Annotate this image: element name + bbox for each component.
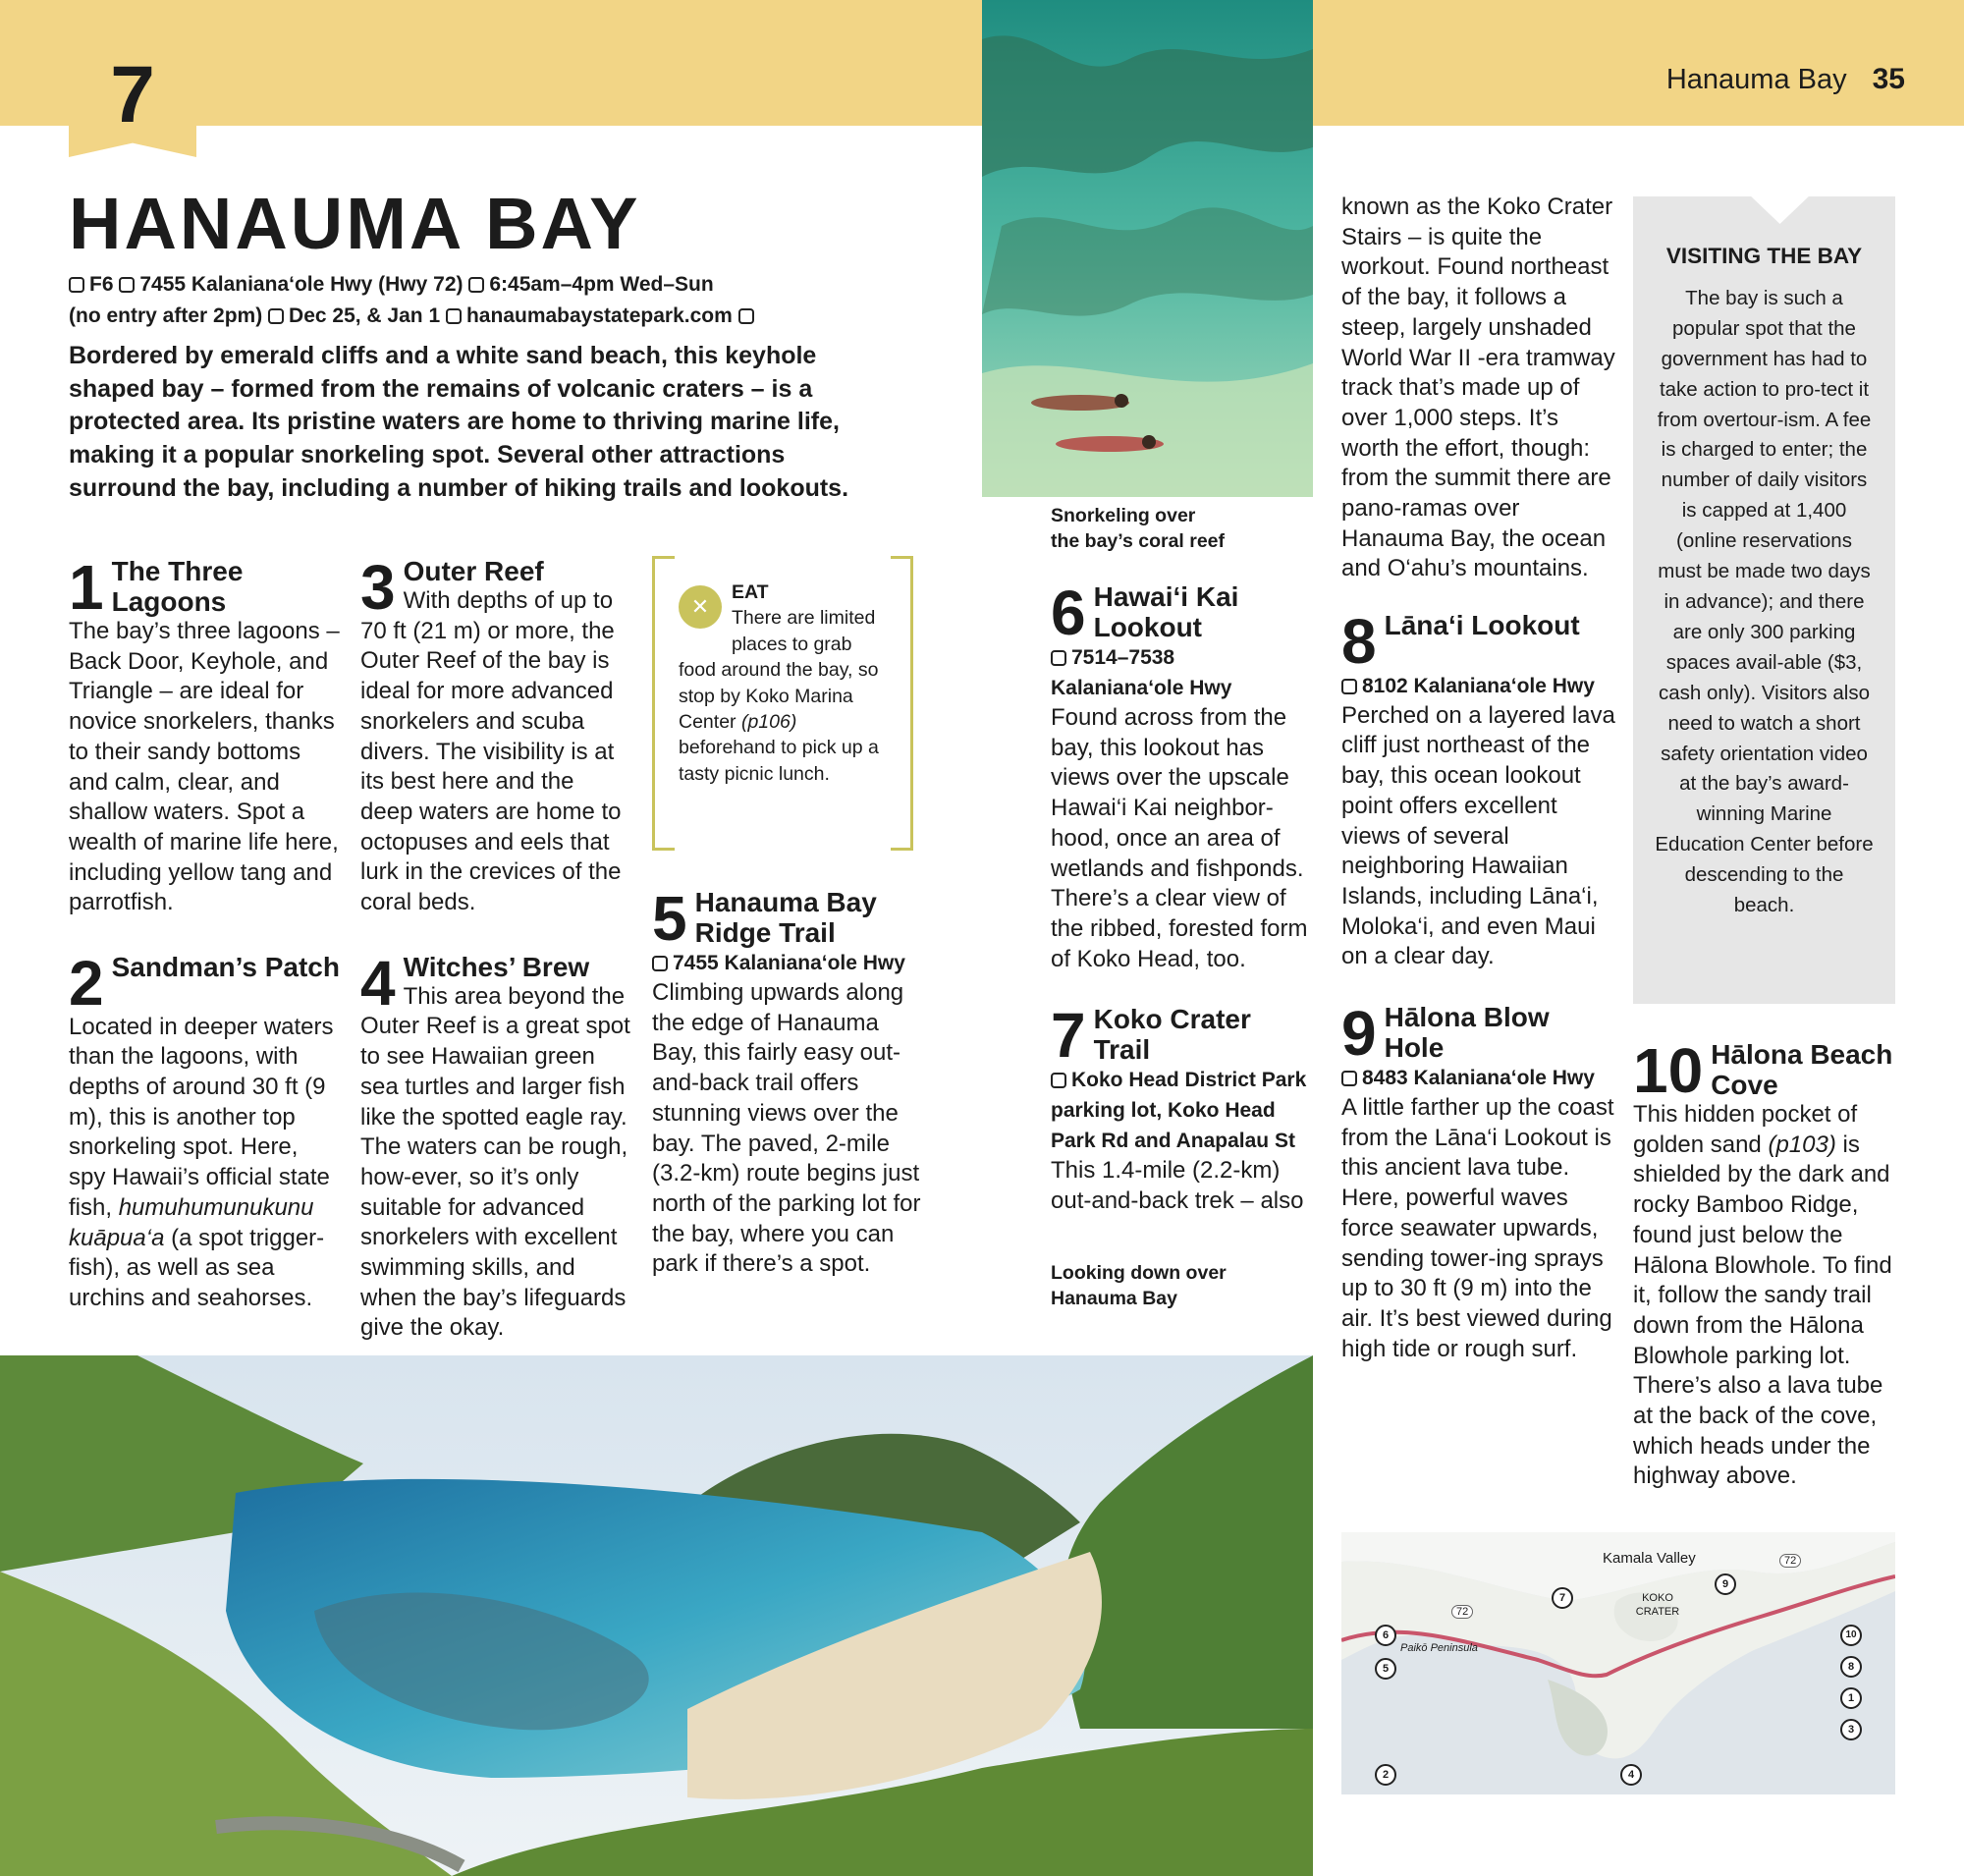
item-body-text: (a spot trigger-fish), as well as sea urchins and seahorses. xyxy=(69,1224,325,1311)
item-address xyxy=(1341,1063,1616,1093)
item-address-text: Koko Head District Park parking lot, Koko Head Park Rd and Anapalau St xyxy=(1051,1069,1307,1153)
area-map-art xyxy=(1341,1532,1895,1794)
sidebar-text: The bay is such a popular spot that the government has had to take action to pro-tect it from overtour-ism. A fee is charged to enter; the number of daily visitors is capped at 1,400 (online reservations must be made two days in advance); and there are only 300 parking spaces avail-able ($3, cash only). Visitors also need to watch a short safety orientation video at the bay’s award-winning Marine Education Center before descending to the beach. xyxy=(1655,286,1874,917)
address-icon xyxy=(1341,679,1357,694)
address-icon xyxy=(1051,650,1066,666)
page-title: HANAUMA BAY xyxy=(69,183,641,264)
highway-shield-icon: 72 xyxy=(1451,1605,1473,1619)
caption-top: Snorkeling over the bay’s coral reef xyxy=(1051,505,1226,552)
eat-page-ref: (p106) xyxy=(740,711,797,734)
running-header xyxy=(1666,63,1905,96)
item-body: Found across from the bay, this lookout has views over the upscale Hawai‘i Kai neighbor-hood, once an area of wetlands and fishponds. There’s a clear view of the ribbed, forested form of Koko Head, too. xyxy=(1051,704,1308,972)
column-4 xyxy=(1051,578,1312,1217)
map-marker-9[interactable]: 9 xyxy=(1715,1573,1736,1595)
item-address xyxy=(1051,642,1312,703)
map-marker-8[interactable]: 8 xyxy=(1840,1656,1862,1678)
list-item xyxy=(360,552,631,918)
column-3 xyxy=(652,883,923,1280)
clock-icon xyxy=(468,277,484,293)
highway-shield-icon: 72 xyxy=(1779,1554,1801,1568)
item-body: Perched on a layered lava cliff just northeast of the bay, this ocean lookout point offers excellent views of several neighboring Hawaiian Islands, including Lāna‘i, Moloka‘i, and even Maui on a clear day. xyxy=(1341,701,1615,970)
address-icon xyxy=(1051,1073,1066,1088)
eat-box xyxy=(652,556,913,851)
list-item xyxy=(1341,606,1616,972)
grid-ref: F6 xyxy=(89,273,114,296)
closed-days: Dec 25, & Jan 1 xyxy=(289,304,441,327)
map-marker-2[interactable]: 2 xyxy=(1375,1764,1396,1786)
item-number: 8 xyxy=(1341,606,1377,678)
bay-panorama-photo xyxy=(0,1355,1313,1876)
item-number: 1 xyxy=(69,552,104,623)
eat-box-corner xyxy=(891,848,910,851)
list-item xyxy=(1051,578,1312,974)
running-title: Hanauma Bay xyxy=(1665,64,1847,95)
column-5 xyxy=(1341,193,1616,1364)
item-number: 2 xyxy=(69,948,104,1020)
visiting-sidebar xyxy=(1633,196,1895,1004)
item-address-text: 8483 Kalaniana‘ole Hwy xyxy=(1362,1067,1595,1090)
website-link[interactable]: hanaumabaystatepark.com xyxy=(465,304,733,327)
column-6 xyxy=(1633,1035,1900,1492)
eat-heading: EAT xyxy=(732,581,769,603)
item-title: Lāna‘i Lookout xyxy=(1384,610,1580,641)
sidebar-heading: VISITING THE BAY xyxy=(1665,244,1863,268)
address-icon xyxy=(652,956,668,971)
item-title: Sandman’s Patch xyxy=(111,952,340,983)
eat-box-corner xyxy=(891,556,910,559)
column-2 xyxy=(360,552,631,1344)
item-address-text: 7455 Kalaniana‘ole Hwy xyxy=(673,952,905,974)
item-number: 3 xyxy=(360,552,396,623)
map-marker-5[interactable]: 5 xyxy=(1375,1658,1396,1680)
list-item xyxy=(69,552,340,918)
map-marker-10[interactable]: 10 xyxy=(1840,1625,1862,1646)
map-marker-6[interactable]: 6 xyxy=(1375,1625,1396,1646)
list-item xyxy=(1051,1000,1312,1216)
item-title: Hālona Blow Hole xyxy=(1384,1002,1550,1064)
item-number: 9 xyxy=(1341,998,1377,1070)
list-item xyxy=(69,948,340,1314)
web-icon xyxy=(446,308,462,324)
item-body: This area beyond the Outer Reef is a great spot to see Hawaiian green sea turtles and larger fish like the spotted eagle ray. The waters can be rough, how-ever, so it’s only suitable for advanced snorkelers with excellent swimming skills, and when the bay’s lifeguards give the okay. xyxy=(360,982,630,1342)
map-marker-1[interactable]: 1 xyxy=(1840,1687,1862,1709)
item-title: The Three Lagoons xyxy=(111,556,244,617)
address: 7455 Kalaniana‘ole Hwy (Hwy 72) xyxy=(139,273,464,296)
eat-text-part: beforehand to pick up a tasty picnic lunch. xyxy=(679,737,879,785)
address-icon xyxy=(119,277,135,293)
item-body-italic: humuhumunukunu kuāpua‘a xyxy=(69,1193,314,1251)
hours: 6:45am–4pm Wed–Sun xyxy=(489,273,714,296)
closed-icon xyxy=(268,308,284,324)
item-body: A little farther up the coast from the Lāna‘i Lookout is this ancient lava tube. Here, powerful waves force seawater upwards, sending tower-ing sprays up to 30 ft (9 m) into the air. It’s best viewed during high tide or rough surf. xyxy=(1341,1094,1614,1362)
item-body xyxy=(1633,1100,1900,1492)
item-title: Outer Reef xyxy=(403,556,544,586)
item-body: This 1.4-mile (2.2-km) out-and-back trek – also xyxy=(1051,1157,1304,1215)
list-item xyxy=(360,947,631,1344)
item-body: With depths of up to 70 ft (21 m) or more, the Outer Reef of the bay is ideal for more advanced snorkelers and scuba divers. The visibility is at its best here and the deep waters are home to octopuses and eels that lurk in the crevices of the coral beds. xyxy=(360,587,622,916)
item-title: Hālona Beach Cove xyxy=(1711,1039,1893,1100)
item-address xyxy=(652,948,923,978)
item-address-text: 7514–7538 Kalaniana‘ole Hwy xyxy=(1051,646,1232,699)
item-body: The bay’s three lagoons – Back Door, Keyhole, and Triangle – are ideal for novice snorkelers, thanks to their sandy bottoms and calm, clear, and shallow waters. Spot a wealth of marine life here, including yellow tang and parrotfish. xyxy=(69,618,340,916)
item-number: 4 xyxy=(360,947,396,1019)
item-title: Witches’ Brew xyxy=(403,951,590,982)
list-item xyxy=(1341,998,1616,1364)
item-title: Hawai‘i Kai Lookout xyxy=(1093,581,1239,642)
item-body-continued: known as the Koko Crater Stairs – is quite the workout. Found northeast of the bay, it follows a steep, largely unshaded World War II -era tramway track that’s made up of over 1,000 steps. It’s worth the effort, though: from the summit there are pano-ramas over Hanauma Bay, the ocean and O‘ahu’s mountains. xyxy=(1341,193,1615,582)
item-number: 5 xyxy=(652,883,687,954)
item-number: 6 xyxy=(1051,578,1086,648)
practical-info xyxy=(69,269,864,332)
map-label-paiko-peninsula: Paikō Peninsula xyxy=(1400,1642,1478,1654)
page-number: 35 xyxy=(1872,63,1905,95)
eat-text-part: There are limited places to grab food around the bay, so stop by Koko Marina Center xyxy=(679,607,879,734)
item-body-text: Located in deeper waters than the lagoons, with depths of around 30 ft (9 m), this is another top snorkeling spot. Here, spy Hawaii’s official state fish, xyxy=(69,1013,334,1221)
bay-panorama-art xyxy=(0,1355,1313,1876)
list-item xyxy=(652,883,923,1280)
column-1 xyxy=(69,552,340,1314)
item-body: Climbing upwards along the edge of Hanauma Bay, this fairly easy out-and-back trail offers stunning views over the bay. The paved, 2-mile (3.2-km) route begins just north of the parking lot for the bay, where you can park if there’s a spot. xyxy=(652,979,921,1278)
area-map xyxy=(1341,1532,1895,1794)
list-item xyxy=(1633,1035,1900,1492)
item-number: 10 xyxy=(1633,1035,1704,1106)
item-title: Koko Crater Trail xyxy=(1093,1004,1251,1066)
item-title: Hanauma Bay Ridge Trail xyxy=(694,887,877,948)
fork-knife-icon: ✕ xyxy=(679,585,722,629)
map-pin-icon xyxy=(69,277,84,293)
map-label-koko-crater: KOKO CRATER xyxy=(1635,1592,1680,1618)
map-marker-7[interactable]: 7 xyxy=(1552,1587,1573,1609)
address-icon xyxy=(1341,1071,1357,1086)
hours-note: (no entry after 2pm) xyxy=(69,304,263,327)
item-body-text: is shielded by the dark and rocky Bamboo Ridge, found just below the Hālona Blowhole. To find it, follow the sandy trail down from the Hālona Blowhole parking lot. There’s also a lava tube at the back of the cove, which heads under the highway above. xyxy=(1633,1131,1892,1490)
map-label-kamala-valley: Kamala Valley xyxy=(1603,1550,1696,1567)
item-body-text: This hidden pocket of golden sand xyxy=(1633,1101,1858,1158)
item-address-text: 8102 Kalaniana‘ole Hwy xyxy=(1362,674,1595,697)
map-marker-3[interactable]: 3 xyxy=(1840,1719,1862,1740)
chapter-number: 7 xyxy=(110,50,155,139)
eat-text xyxy=(679,607,879,784)
item-page-ref: (p103) xyxy=(1768,1131,1836,1158)
item-body xyxy=(69,1013,340,1314)
intro-paragraph: Bordered by emerald cliffs and a white sand beach, this keyhole shaped bay – formed from the remains of volcanic craters – is a protected area. Its pristine waters are home to thriving marine life, making it a popular snorkeling spot. Several other attractions surround the bay, including a number of hiking trails and lookouts. xyxy=(69,342,849,502)
snorkeling-photo xyxy=(982,0,1313,497)
item-address xyxy=(1341,671,1616,701)
caption-bottom: Looking down over Hanauma Bay xyxy=(1051,1262,1227,1309)
snorkeling-photo-art xyxy=(982,0,1313,497)
item-number: 7 xyxy=(1051,1000,1086,1072)
item-address xyxy=(1051,1065,1312,1156)
facebook-icon[interactable] xyxy=(738,308,754,324)
map-marker-4[interactable]: 4 xyxy=(1620,1764,1642,1786)
